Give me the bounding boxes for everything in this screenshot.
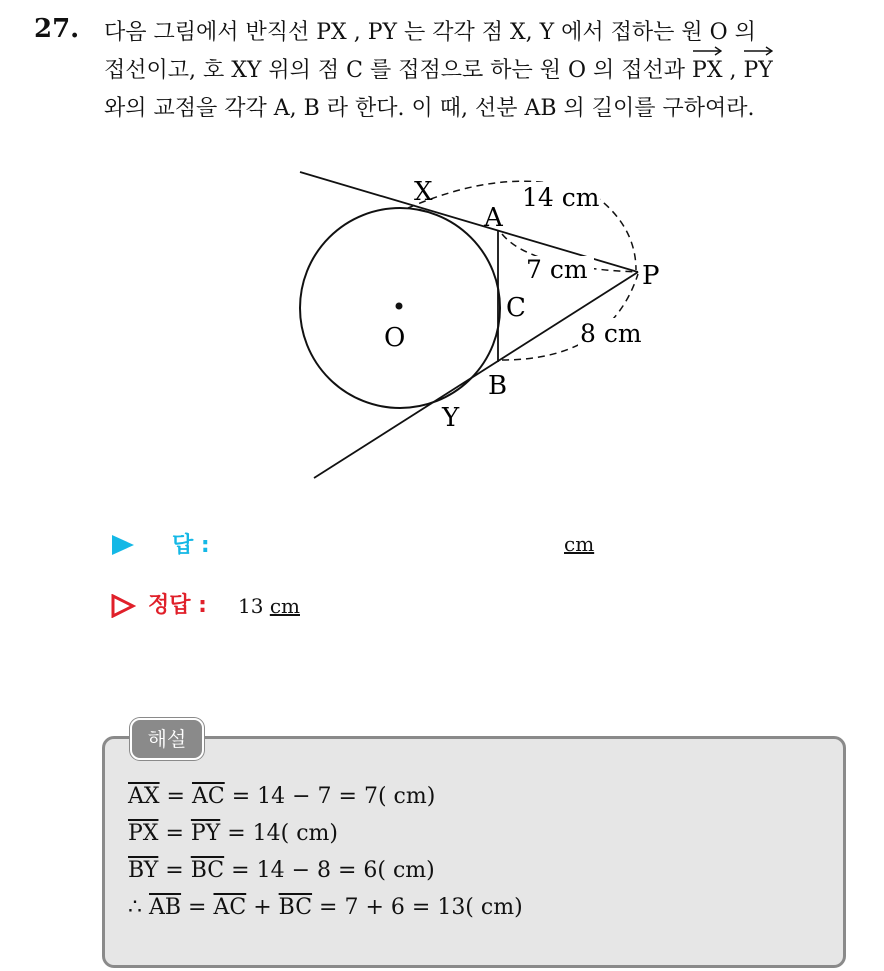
explanation-line-1	[128, 778, 523, 815]
question-line-1: 다음 그림에서 반직선 PX , PY 는 각각 점 X, Y 에서 접하는 원 O 의	[104, 20, 756, 45]
calc: = 7 + 6 = 13( cm)	[312, 895, 523, 920]
calc: = 14 − 7 = 7( cm)	[224, 784, 436, 809]
equals: =	[181, 895, 214, 920]
equals: =	[159, 784, 192, 809]
calc: = 14( cm)	[220, 821, 338, 846]
segment-ac: $\overline{AC}$	[191, 784, 225, 809]
explanation-line-2	[128, 815, 523, 852]
answer-label: 답 :	[172, 533, 210, 558]
vector-arrow-icon	[692, 46, 722, 56]
segment-ac: $\overline{AC}$	[213, 895, 247, 920]
label-a: A	[484, 203, 503, 233]
label-y: Y	[442, 403, 460, 433]
question-line-3: 와의 교점을 각각 A, B 라 한다. 이 때, 선분 AB 의 길이를 구하여라.	[104, 96, 755, 121]
label-b: B	[488, 371, 508, 401]
segment-py: $\overline{PY}$	[190, 821, 221, 846]
vector-px: PX	[692, 52, 722, 90]
answer-unit: cm	[564, 532, 595, 556]
geometry-figure	[280, 160, 700, 490]
segment-by: $\overline{BY}$	[128, 858, 159, 883]
solution-number: 13	[238, 594, 264, 618]
equals: =	[158, 821, 191, 846]
label-o: O	[384, 323, 406, 353]
question-number: 27.	[34, 14, 80, 44]
vector-py: PY	[743, 52, 772, 90]
label-c: C	[506, 293, 526, 323]
length-label-ap: 7 cm	[526, 255, 588, 284]
segment-bc: $\overline{BC}$	[278, 895, 313, 920]
label-p: P	[642, 261, 660, 291]
solution-label: 정답 :	[148, 593, 207, 618]
length-label-bp: 8 cm	[580, 319, 642, 348]
center-point-o	[396, 303, 403, 310]
outline-triangle-icon	[110, 594, 136, 618]
solution-unit: cm	[269, 594, 300, 618]
segment-bc: $\overline{BC}$	[190, 858, 225, 883]
play-triangle-icon	[110, 534, 136, 556]
solution-row	[110, 590, 410, 622]
therefore-symbol: ∴	[128, 895, 149, 920]
explanation-tab: 해설	[130, 718, 204, 760]
explanation-line-3	[128, 852, 523, 889]
calc: = 14 − 8 = 6( cm)	[224, 858, 435, 883]
label-x: X	[414, 177, 433, 207]
answer-row	[110, 528, 595, 560]
question-line-2	[104, 52, 864, 90]
equals: =	[158, 858, 191, 883]
segment-ax: $\overline{AX}$	[128, 784, 160, 809]
vector-arrow-icon	[743, 46, 773, 56]
question-line-2-text: 접선이고, 호 XY 위의 점 C 를 접점으로 하는 원 O 의 접선과	[104, 58, 693, 83]
question-line-2-sep: ,	[722, 58, 744, 83]
plus: +	[246, 895, 279, 920]
segment-ab: $\overline{AB}$	[149, 895, 182, 920]
explanation-lines	[128, 778, 523, 926]
tangent-ray-py	[314, 272, 638, 478]
length-label-px: 14 cm	[522, 183, 600, 212]
question-text	[104, 14, 864, 128]
segment-px: $\overline{PX}$	[128, 821, 159, 846]
solution-value	[238, 594, 300, 618]
explanation-line-4	[128, 889, 523, 926]
